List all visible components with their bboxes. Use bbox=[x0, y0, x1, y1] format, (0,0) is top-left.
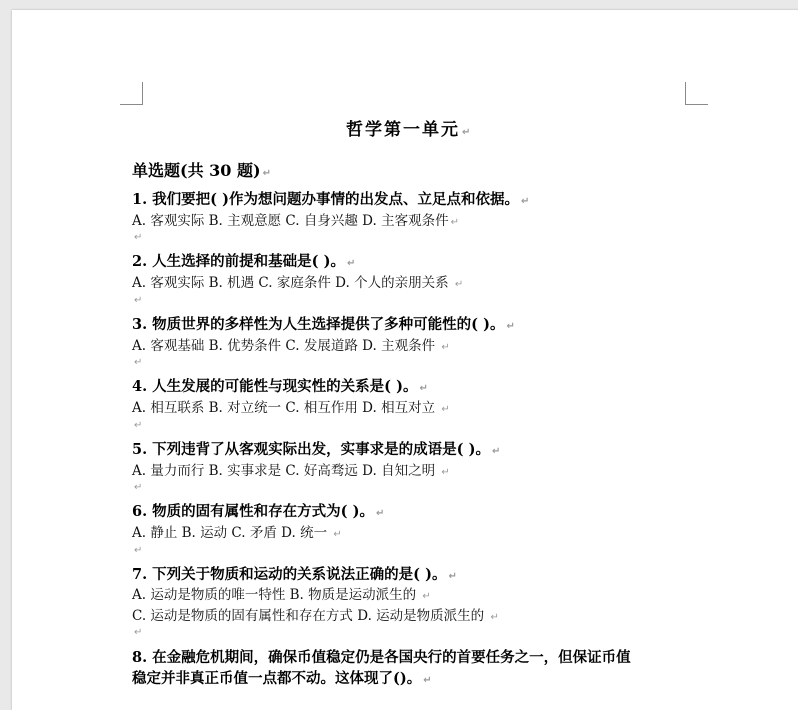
question-2[interactable]: 2. 人生选择的前提和基础是( )。 ↵ bbox=[132, 253, 356, 270]
question-5-options[interactable]: A. 量力而行 B. 实事求是 C. 好高骛远 D. 自知之明 ↵ bbox=[132, 463, 450, 479]
empty-paragraph[interactable]: ↵ bbox=[134, 420, 143, 431]
question-2-options[interactable]: A. 客观实际 B. 机遇 C. 家庭条件 D. 个人的亲朋关系 ↵ bbox=[132, 275, 464, 291]
question-8-line-1[interactable]: 8. 在金融危机期间，确保币值稳定仍是各国央行的首要任务之一，但保证币值 bbox=[132, 649, 631, 666]
empty-paragraph[interactable]: ↵ bbox=[134, 295, 143, 306]
question-3[interactable]: 3. 物质世界的多样性为人生选择提供了多种可能性的( )。 ↵ bbox=[132, 316, 515, 333]
question-7[interactable]: 7. 下列关于物质和运动的关系说法正确的是( )。 ↵ bbox=[132, 566, 457, 583]
empty-paragraph[interactable]: ↵ bbox=[134, 545, 143, 556]
question-8-line-2[interactable]: 稳定并非真正币值一点都不动。这体现了()。 ↵ bbox=[132, 670, 432, 687]
question-6[interactable]: 6. 物质的固有属性和存在方式为( )。 ↵ bbox=[132, 503, 385, 520]
question-1[interactable]: 1. 我们要把( )作为想问题办事情的出发点、立足点和依据。 ↵ bbox=[132, 191, 530, 208]
question-7-options-line-1[interactable]: A. 运动是物质的唯一特性 B. 物质是运动派生的 ↵ bbox=[132, 587, 431, 603]
question-6-options[interactable]: A. 静止 B. 运动 C. 矛盾 D. 统一 ↵ bbox=[132, 525, 342, 541]
section-heading[interactable]: 单选题(共 30 题) ↵ bbox=[132, 161, 271, 180]
crop-mark-top-left bbox=[120, 82, 143, 105]
question-4[interactable]: 4. 人生发展的可能性与现实性的关系是( )。 ↵ bbox=[132, 378, 428, 395]
question-1-options[interactable]: A. 客观实际 B. 主观意愿 C. 自身兴趣 D. 主客观条件 ↵ bbox=[132, 213, 459, 229]
empty-paragraph[interactable]: ↵ bbox=[134, 232, 143, 243]
crop-mark-top-right bbox=[685, 82, 708, 105]
question-4-options[interactable]: A. 相互联系 B. 对立统一 C. 相互作用 D. 相互对立 ↵ bbox=[132, 400, 450, 416]
empty-paragraph[interactable]: ↵ bbox=[134, 627, 143, 638]
document-title[interactable]: 哲学第一单元 ↵ bbox=[346, 120, 473, 140]
question-5[interactable]: 5. 下列违背了从客观实际出发，实事求是的成语是( )。 ↵ bbox=[132, 441, 501, 458]
empty-paragraph[interactable]: ↵ bbox=[134, 357, 143, 368]
empty-paragraph[interactable]: ↵ bbox=[134, 482, 143, 493]
question-7-options-line-2[interactable]: C. 运动是物质的固有属性和存在方式 D. 运动是物质派生的 ↵ bbox=[132, 608, 499, 624]
document-page bbox=[12, 10, 798, 710]
question-3-options[interactable]: A. 客观基础 B. 优势条件 C. 发展道路 D. 主观条件 ↵ bbox=[132, 338, 450, 354]
